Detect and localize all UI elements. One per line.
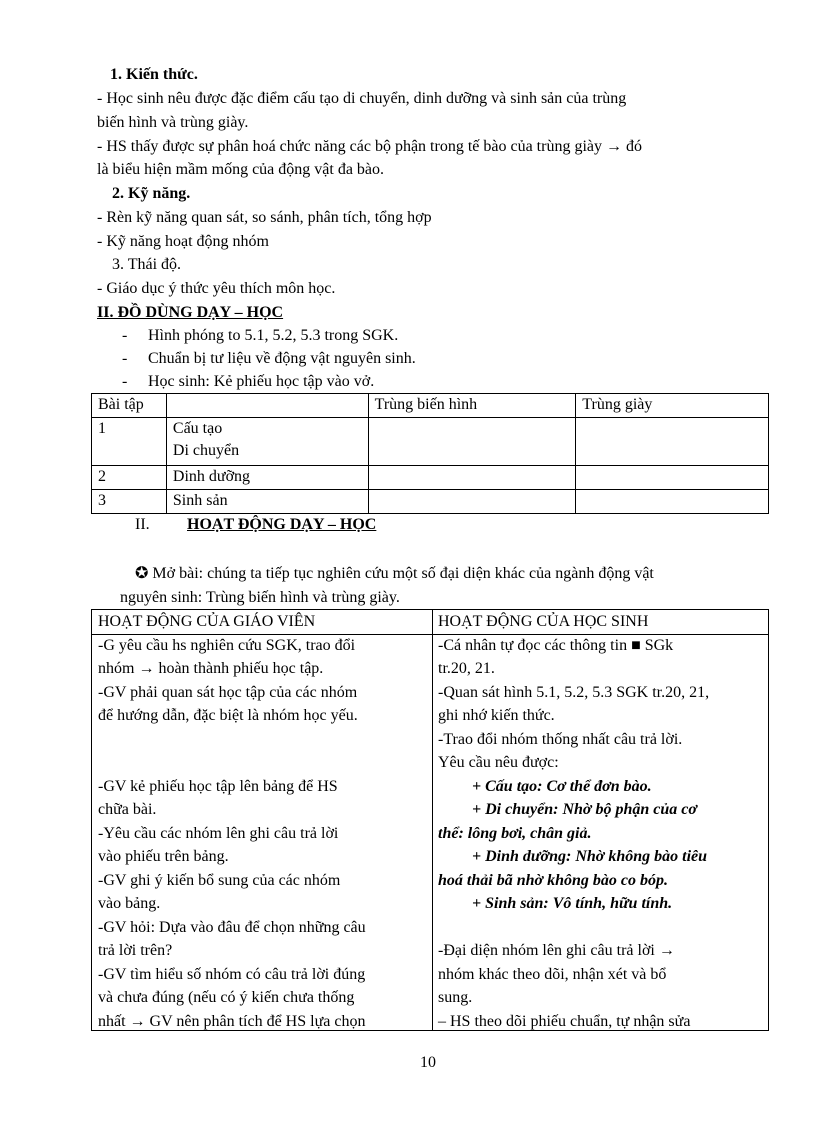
worksheet-cell: Dinh dưỡng [166, 466, 368, 490]
worksheet-header-cell: Bài tập [92, 394, 167, 418]
materials-heading: II. ĐỒ DÙNG DẠY – HỌC [97, 304, 284, 321]
student-line: thể: lông bơi, chân giả. [438, 824, 592, 842]
teacher-line: trả lời trên? [98, 942, 173, 959]
teacher-line: chữa bài. [98, 801, 157, 818]
activities-intro: ✪ Mở bài: chúng ta tiếp tục nghiên cứu một số đại diện khác của ngành động vật [135, 565, 654, 582]
attitude-line: - Giáo dục ý thức yêu thích môn học. [97, 280, 336, 297]
attitude-heading: 3. Thái độ. [112, 256, 182, 273]
student-line: -Đại diện nhóm lên ghi câu trả lời → [438, 942, 675, 959]
materials-item: Học sinh: Kẻ phiếu học tập vào vở. [148, 373, 375, 390]
worksheet-cell: 2 [92, 466, 167, 490]
student-line: sung. [438, 989, 473, 1006]
knowledge-line: - HS thấy được sự phân hoá chức năng các bộ phận trong tế bào của trùng giày → đó [97, 138, 642, 155]
teacher-column [98, 610, 366, 1033]
skills-line: - Rèn kỹ năng quan sát, so sánh, phân tích, tổng hợp [97, 209, 432, 226]
worksheet-cell-line: Di chuyển [172, 442, 240, 459]
skills-line: - Kỹ năng hoạt động nhóm [97, 233, 269, 250]
teacher-line [98, 728, 366, 752]
worksheet-cell [368, 490, 576, 514]
student-line: -Trao đổi nhóm thống nhất câu trả lời. [438, 730, 683, 748]
teacher-line: -G yêu cầu hs nghiên cứu SGK, trao đổi [98, 636, 356, 654]
table-divider [432, 610, 433, 1030]
student-line [438, 916, 709, 940]
materials-item: Hình phóng to 5.1, 5.2, 5.3 trong SGK. [148, 327, 399, 344]
worksheet-row [92, 466, 769, 490]
activities-roman: II. [135, 516, 150, 533]
teacher-line: nhóm → hoàn thành phiếu học tập. [98, 660, 324, 677]
worksheet-cell: 1 [92, 418, 167, 466]
bullet-dash: - [122, 350, 128, 367]
teacher-line: -GV hỏi: Dựa vào đâu để chọn những câu [98, 918, 366, 936]
teacher-line [98, 751, 366, 775]
student-line: tr.20, 21. [438, 660, 495, 677]
knowledge-line: - Học sinh nêu được đặc điểm cấu tạo di chuyển, dinh dưỡng và sinh sản của trùng [97, 90, 627, 107]
worksheet-row [92, 418, 769, 466]
teacher-line: -GV tìm hiểu số nhóm có câu trả lời đúng [98, 965, 366, 983]
teacher-line: -GV kẻ phiếu học tập lên bảng để HS [98, 777, 338, 795]
student-line: + Di chuyển: Nhờ bộ phận của cơ [472, 801, 697, 818]
student-line: -Cá nhân tự đọc các thông tin ■ SGk [438, 636, 674, 654]
activity-table [91, 609, 769, 1031]
worksheet-header-cell: Trùng biến hình [368, 394, 576, 418]
worksheet-header-row [92, 394, 769, 418]
worksheet-cell [166, 418, 368, 466]
worksheet-cell [576, 418, 769, 466]
teacher-line: -Yêu cầu các nhóm lên ghi câu trả lời [98, 824, 339, 842]
student-column [438, 610, 709, 1033]
knowledge-line: là biểu hiện mầm mống của động vật đa bào. [97, 161, 385, 178]
knowledge-heading: 1. Kiến thức. [110, 66, 198, 83]
teacher-line: nhất → GV nên phân tích để HS lựa chọn [98, 1012, 366, 1030]
activities-intro: nguyên sinh: Trùng biến hình và trùng giày. [120, 589, 400, 606]
student-line: – HS theo dõi phiếu chuẩn, tự nhận sửa [438, 1012, 691, 1030]
worksheet-cell-line: Cấu tạo [172, 420, 223, 437]
worksheet-row [92, 490, 769, 514]
activities-heading: HOẠT ĐỘNG DẠY – HỌC [187, 516, 377, 533]
materials-item: Chuẩn bị tư liệu về động vật nguyên sinh. [148, 350, 416, 367]
teacher-line: vào bảng. [98, 895, 161, 912]
student-line: + Dinh dưỡng: Nhờ không bào tiêu [472, 848, 708, 865]
student-header: HOẠT ĐỘNG CỦA HỌC SINH [438, 613, 649, 630]
worksheet-table [91, 393, 769, 514]
student-line: + Sinh sản: Vô tính, hữu tính. [472, 895, 673, 912]
student-line: nhóm khác theo dõi, nhận xét và bổ [438, 965, 667, 983]
bullet-dash: - [122, 373, 128, 390]
page-number: 10 [420, 1054, 436, 1071]
teacher-line: -GV ghi ý kiến bổ sung của các nhóm [98, 871, 341, 889]
student-line: + Cấu tạo: Cơ thể đơn bào. [472, 777, 652, 795]
table-header-divider [92, 634, 768, 635]
teacher-line: vào phiếu trên bảng. [98, 848, 229, 865]
student-line: -Quan sát hình 5.1, 5.2, 5.3 SGK tr.20, 21, [438, 683, 710, 701]
worksheet-cell [576, 466, 769, 490]
worksheet-cell [368, 418, 576, 466]
worksheet-header-cell [166, 394, 368, 418]
bullet-dash: - [122, 327, 128, 344]
teacher-header: HOẠT ĐỘNG CỦA GIÁO VIÊN [98, 613, 316, 630]
worksheet-cell [368, 466, 576, 490]
teacher-line: và chưa đúng (nếu có ý kiến chưa thống [98, 989, 355, 1006]
teacher-line: để hướng dẫn, đặc biệt là nhóm học yếu. [98, 707, 358, 724]
worksheet-cell: Sinh sản [166, 490, 368, 514]
worksheet-cell: 3 [92, 490, 167, 514]
teacher-line: -GV phải quan sát học tập của các nhóm [98, 683, 358, 701]
student-line: Yêu cầu nêu được: [438, 754, 559, 771]
worksheet-cell [576, 490, 769, 514]
student-line: hoá thải bã nhờ không bào co bóp. [438, 871, 668, 889]
worksheet-header-cell: Trùng giày [576, 394, 769, 418]
student-line: ghi nhớ kiến thức. [438, 707, 555, 724]
skills-heading: 2. Kỹ năng. [112, 185, 191, 202]
knowledge-line: biến hình và trùng giày. [97, 114, 249, 131]
